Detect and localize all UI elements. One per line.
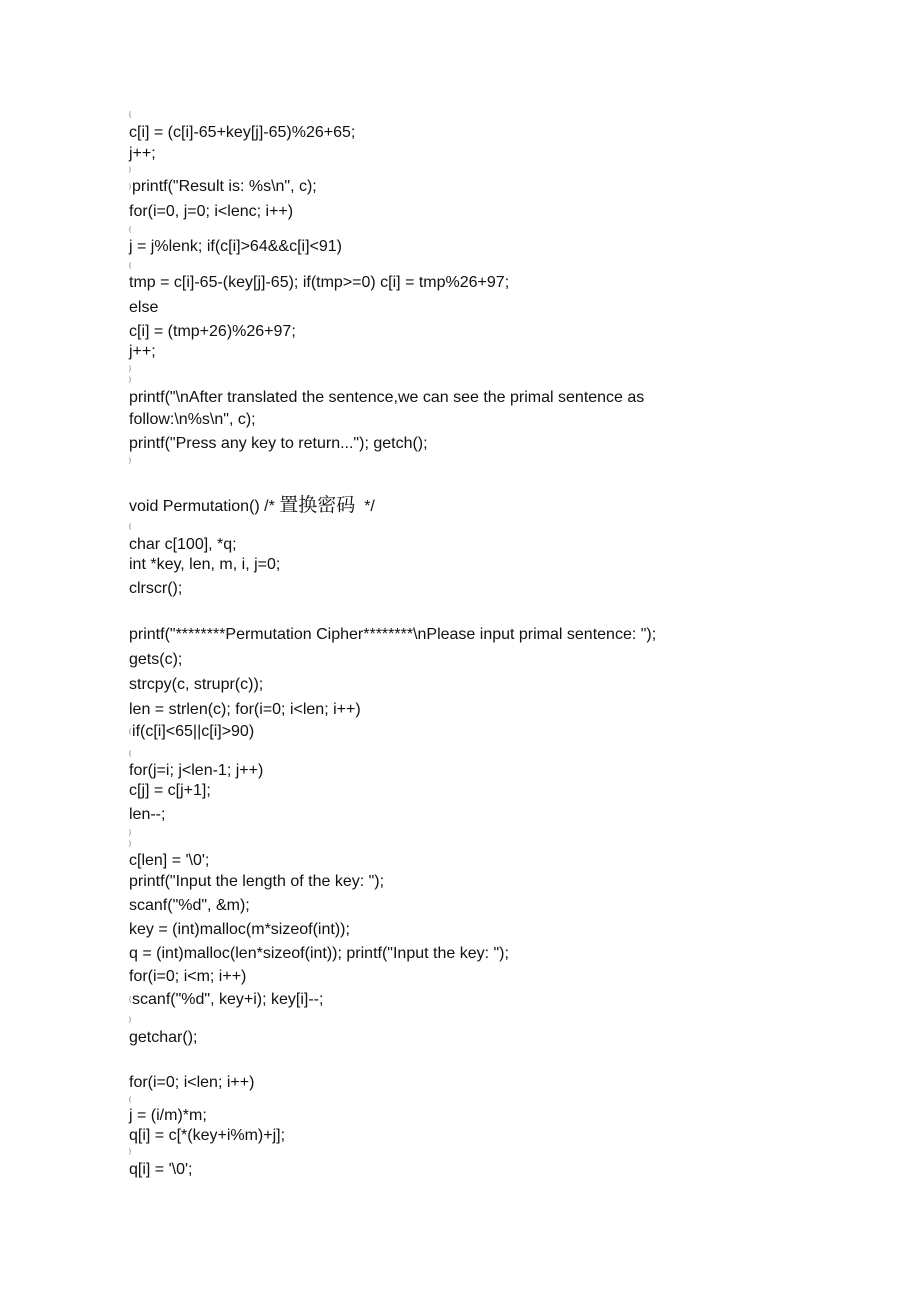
code-line: for(i=0; i<len; i++) [129,1074,255,1091]
brace-close: } [129,184,132,190]
code-line: printf("\nAfter translated the sentence,we can see the primal sentence as [129,389,645,406]
comment-cjk-text: 置换密码 [279,494,356,516]
code-line: int *key, len, m, i, j=0; [129,556,281,573]
brace-close: } [129,377,132,383]
code-line: printf("Input the length of the key: "); [129,873,385,890]
function-signature [129,496,375,516]
code-line: q[i] = '\0'; [129,1161,193,1178]
code-line: else [129,299,159,316]
code-line: for(i=0; i<m; i++) [129,968,247,985]
code-line: scanf("%d", &m); [129,897,250,914]
code-line: c[j] = c[j+1]; [129,782,211,799]
code-line: strcpy(c, strupr(c)); [129,676,264,693]
brace-close: } [129,458,132,464]
brace-close: } [129,1017,132,1023]
brace-open: { [129,524,132,530]
code-line: j = j%lenk; if(c[i]>64&&c[i]<91) [129,238,342,255]
brace-open: { [129,997,132,1003]
code-line: char c[100], *q; [129,536,237,553]
code-line [129,991,323,1009]
code-text: void Permutation() /* [129,498,280,515]
code-line: j++; [129,343,156,360]
code-line: c[i] = (tmp+26)%26+97; [129,323,296,340]
brace-open: { [129,227,132,233]
code-line: j = (i/m)*m; [129,1107,207,1124]
brace-close: } [129,167,132,173]
code-line: len--; [129,806,166,823]
code-text: printf("Result is: %s\n", c); [132,178,317,196]
code-line: tmp = c[i]-65-(key[j]-65); if(tmp>=0) c[i] = tmp%26+97; [129,274,510,291]
brace-open: { [129,112,132,118]
code-line: clrscr(); [129,580,183,597]
code-line: getchar(); [129,1029,198,1046]
code-text: if(c[i]<65||c[i]>90) [132,723,255,741]
code-line [129,723,254,741]
brace-close: } [129,1149,132,1155]
brace-close: } [129,841,132,847]
code-text: scanf("%d", key+i); key[i]--; [132,991,324,1009]
code-line: q = (int)malloc(len*sizeof(int)); printf("Input the key: "); [129,945,509,962]
code-line: printf("********Permutation Cipher********\nPlease input primal sentence: "); [129,626,657,643]
code-line: c[len] = '\0'; [129,852,210,869]
code-line: printf("Press any key to return..."); getch(); [129,435,428,452]
brace-open: { [129,751,132,757]
code-line: len = strlen(c); for(i=0; i<len; i++) [129,701,361,718]
code-line: c[i] = (c[i]-65+key[j]-65)%26+65; [129,124,356,141]
code-line [129,178,317,196]
code-line: q[i] = c[*(key+i%m)+j]; [129,1127,286,1144]
code-line: key = (int)malloc(m*sizeof(int)); [129,921,350,938]
brace-open: { [129,729,132,735]
code-text: */ [355,498,375,515]
code-line: for(j=i; j<len-1; j++) [129,762,264,779]
code-line: j++; [129,145,156,162]
code-line: follow:\n%s\n", c); [129,411,256,428]
code-line: gets(c); [129,651,183,668]
brace-close: } [129,366,132,372]
brace-open: { [129,263,132,269]
code-line: for(i=0, j=0; i<lenc; i++) [129,203,294,220]
brace-open: { [129,1097,132,1103]
brace-close: } [129,830,132,836]
